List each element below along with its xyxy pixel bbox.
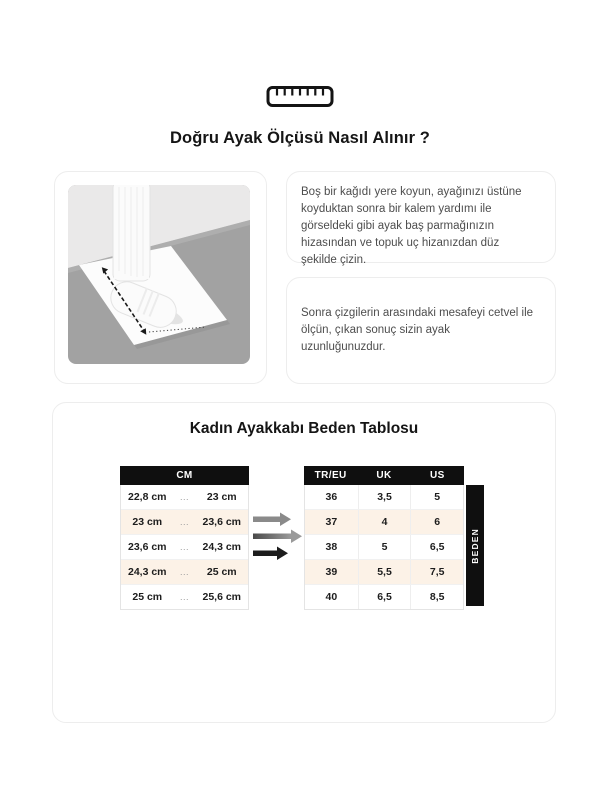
range-separator: ... bbox=[179, 492, 189, 502]
cm-table-row bbox=[121, 584, 248, 609]
cm-to: 25 cm bbox=[206, 566, 237, 578]
size-table-card bbox=[52, 402, 556, 723]
cm-to: 24,3 cm bbox=[202, 541, 242, 553]
size-row bbox=[305, 584, 463, 609]
cm-from: 22,8 cm bbox=[127, 491, 167, 503]
size-row bbox=[305, 559, 463, 584]
instruction-step-2 bbox=[286, 277, 556, 384]
size-row bbox=[305, 534, 463, 559]
cm-to: 23 cm bbox=[206, 491, 237, 503]
photo-card bbox=[54, 171, 267, 384]
size-uk: 5 bbox=[358, 535, 411, 559]
size-tr-eu: 39 bbox=[325, 566, 338, 578]
size-uk: 5,5 bbox=[358, 560, 411, 584]
page-title: Doğru Ayak Ölçüsü Nasıl Alınır ? bbox=[170, 129, 430, 147]
instruction-step-1-text: Boş bir kağıdı yere koyun, ayağınızı üstüne koyduktan sonra bir kalem yardımı ile görseldeki gibi ayak baş parmağınızın hizasından ve topuk uç hizanızdan düz şekilde çizin. bbox=[301, 186, 522, 266]
beden-side-label bbox=[466, 485, 484, 606]
size-row bbox=[305, 509, 463, 534]
cm-to: 23,6 cm bbox=[202, 516, 242, 528]
foot-on-paper-illustration bbox=[68, 185, 250, 364]
col-header-us: US bbox=[429, 470, 445, 481]
cm-from: 23 cm bbox=[132, 516, 163, 528]
foot-measurement-photo bbox=[68, 185, 250, 364]
col-header-uk: UK bbox=[376, 470, 392, 481]
range-separator: ... bbox=[179, 567, 189, 577]
ruler-icon bbox=[266, 85, 334, 108]
range-separator: ... bbox=[179, 517, 189, 527]
instruction-step-1 bbox=[286, 171, 556, 266]
cm-from: 24,3 cm bbox=[127, 566, 167, 578]
cm-from: 25 cm bbox=[132, 591, 163, 603]
arrow-right-black bbox=[253, 547, 288, 561]
cm-table-header: CM bbox=[120, 466, 249, 485]
size-us: 6,5 bbox=[410, 535, 463, 559]
size-table-title: Kadın Ayakkabı Beden Tablosu bbox=[189, 420, 419, 437]
cm-table-row bbox=[121, 534, 248, 559]
size-uk: 3,5 bbox=[358, 485, 411, 509]
size-conversion-header-row bbox=[304, 466, 464, 485]
size-uk: 4 bbox=[358, 510, 411, 534]
size-row bbox=[305, 485, 463, 509]
size-us: 6 bbox=[410, 510, 463, 534]
size-conversion-table bbox=[304, 466, 464, 610]
cm-table-row bbox=[121, 485, 248, 509]
cm-table-row bbox=[121, 509, 248, 534]
size-tr-eu: 36 bbox=[325, 491, 338, 503]
conversion-arrows-icon bbox=[251, 509, 305, 565]
beden-side-label-text: BEDEN bbox=[470, 527, 480, 564]
size-tr-eu: 38 bbox=[325, 541, 338, 553]
col-header-tr-eu: TR/EU bbox=[314, 470, 347, 481]
size-tr-eu: 40 bbox=[325, 591, 338, 603]
size-us: 5 bbox=[410, 485, 463, 509]
cm-table-row bbox=[121, 559, 248, 584]
arrow-right-gray bbox=[253, 513, 291, 527]
instruction-step-2-text: Sonra çizgilerin arasındaki mesafeyi cetvel ile ölçün, çıkan sonuç sizin ayak uzunluğunuzdur. bbox=[301, 307, 534, 353]
size-us: 7,5 bbox=[410, 560, 463, 584]
size-uk: 6,5 bbox=[358, 585, 411, 609]
cm-to: 25,6 cm bbox=[202, 591, 242, 603]
size-tr-eu: 37 bbox=[325, 516, 338, 528]
range-separator: ... bbox=[179, 592, 189, 602]
range-separator: ... bbox=[179, 542, 189, 552]
arrow-right-long bbox=[253, 530, 302, 544]
ruler-icon-glyph bbox=[266, 85, 334, 108]
size-us: 8,5 bbox=[410, 585, 463, 609]
cm-table bbox=[120, 466, 249, 610]
cm-from: 23,6 cm bbox=[127, 541, 167, 553]
